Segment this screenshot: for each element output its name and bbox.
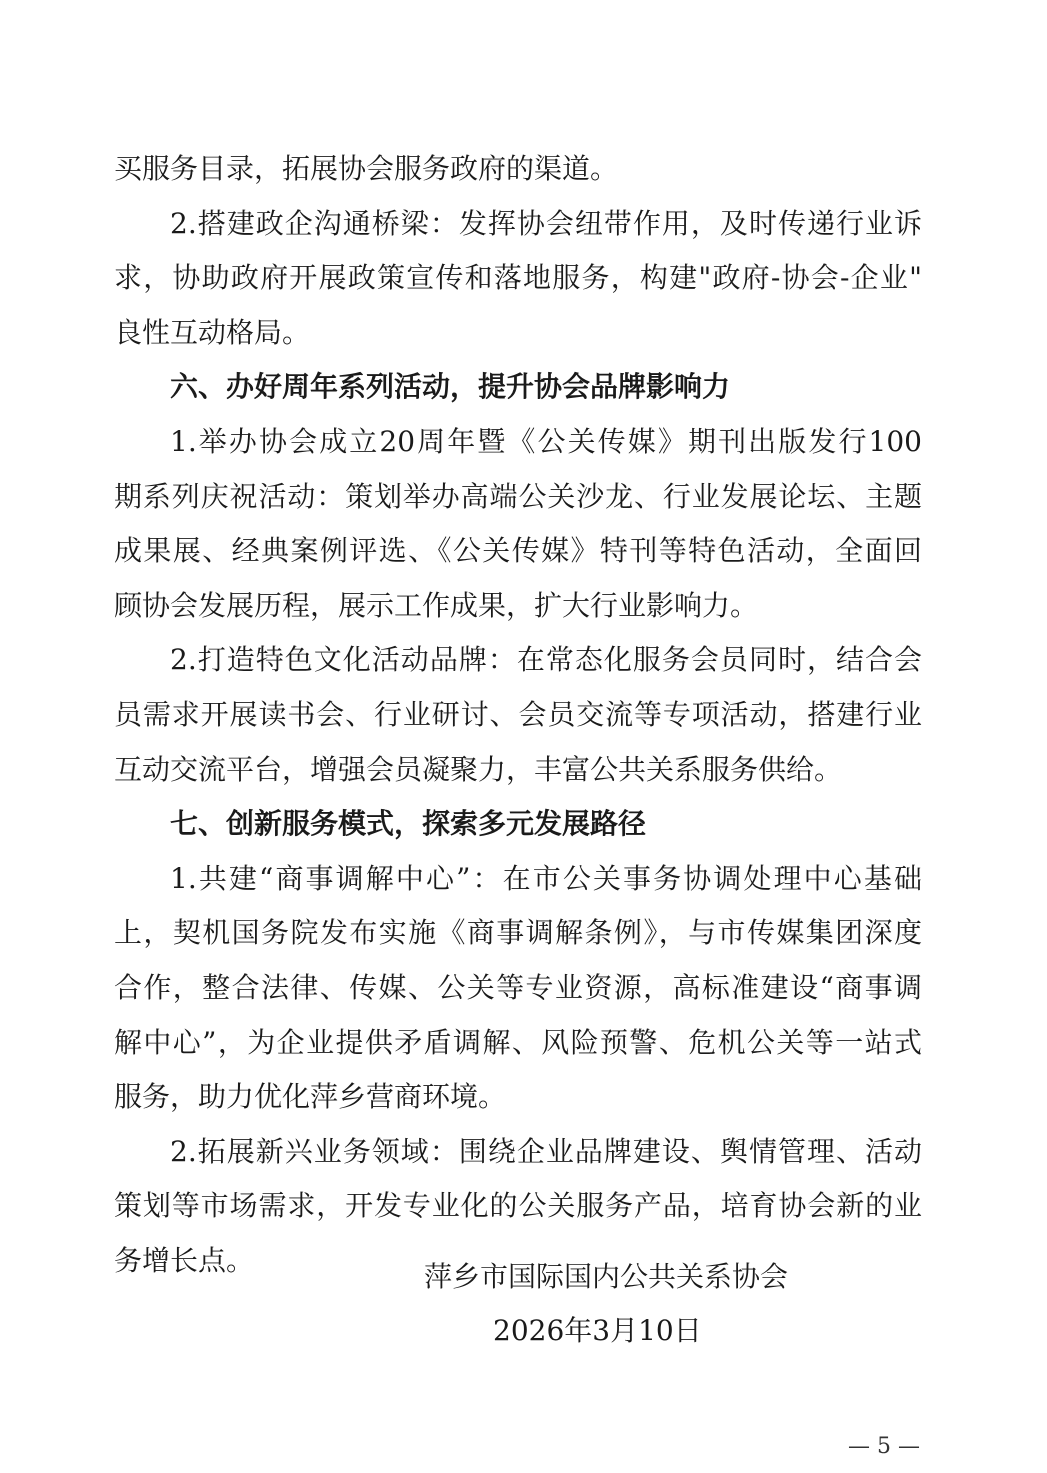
paragraph-line: 策划等市场需求，开发专业化的公关服务产品，培育协会新的业 xyxy=(114,1189,922,1223)
section-heading: 七、创新服务模式，探索多元发展路径 xyxy=(170,807,647,841)
paragraph-line: 成果展、经典案例评选、《公关传媒》特刊等特色活动，全面回 xyxy=(114,534,922,568)
paragraph-line: 上，契机国务院发布实施《商事调解条例》，与市传媒集团深度 xyxy=(114,916,922,950)
paragraph-line: 服务，助力优化萍乡营商环境。 xyxy=(114,1080,507,1114)
paragraph-line: 期系列庆祝活动：策划举办高端公关沙龙、行业发展论坛、主题 xyxy=(114,479,922,513)
paragraph-line: 解中心”，为企业提供矛盾调解、风险预警、危机公关等一站式 xyxy=(114,1025,922,1059)
paragraph-line: 互动交流平台，增强会员凝聚力，丰富公共关系服务供给。 xyxy=(114,752,843,786)
paragraph-line: 1.举办协会成立20周年暨《公关传媒》期刊出版发行100 xyxy=(170,424,922,458)
paragraph-line: 买服务目录，拓展协会服务政府的渠道。 xyxy=(114,152,619,185)
paragraph-line: 1.共建“商事调解中心”：在市公关事务协调处理中心基础 xyxy=(170,861,922,895)
paragraph-line: 2.拓展新兴业务领域：围绕企业品牌建设、舆情管理、活动 xyxy=(170,1134,922,1168)
paragraph-line: 合作，整合法律、传媒、公关等专业资源，高标准建设“商事调 xyxy=(114,970,922,1004)
paragraph-line: 求，协助政府开展政策宣传和落地服务，构建"政府-协会-企业" xyxy=(114,261,922,295)
paragraph-line: 顾协会发展历程，展示工作成果，扩大行业影响力。 xyxy=(114,588,759,622)
paragraph-line: 务增长点。 xyxy=(114,1243,255,1277)
paragraph-line: 2.打造特色文化活动品牌：在常态化服务会员同时，结合会 xyxy=(170,643,922,677)
signature-date: 2026年3月10日 xyxy=(493,1314,702,1347)
section-heading: 六、办好周年系列活动，提升协会品牌影响力 xyxy=(170,370,731,404)
paragraph-line: 员需求开展读书会、行业研讨、会员交流等专项活动，搭建行业 xyxy=(114,697,922,731)
paragraph-line: 良性互动格局。 xyxy=(114,315,311,349)
page-number: — 5 — xyxy=(848,1434,920,1459)
signature-organization: 萍乡市国际国内公共关系协会 xyxy=(424,1260,789,1293)
paragraph-line: 2.搭建政企沟通桥梁：发挥协会纽带作用，及时传递行业诉 xyxy=(170,206,922,240)
document-body xyxy=(114,142,922,1288)
